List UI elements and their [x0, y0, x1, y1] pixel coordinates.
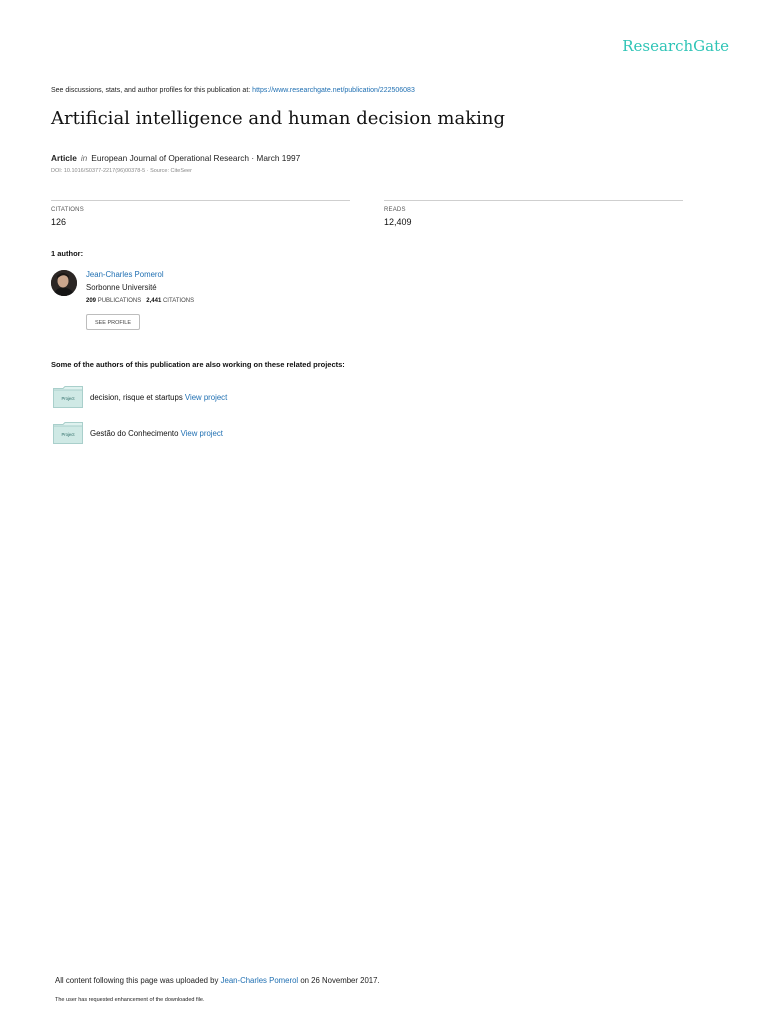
project-title [90, 429, 223, 438]
project-name: decision, risque et startups [90, 393, 185, 402]
author-institution: Sorbonne Université [86, 283, 157, 292]
discussion-text: See discussions, stats, and author profiles for this publication at: [51, 87, 253, 94]
doi-source: DOI: 10.1016/S0377-2217(96)00378-5 · Source: CiteSeer [51, 168, 192, 174]
author-name-link[interactable]: Jean-Charles Pomerol [86, 270, 164, 279]
enhancement-note: The user has requested enhancement of the downloaded file. [55, 997, 205, 1003]
in-label: in [80, 153, 88, 163]
citations-stat [51, 200, 350, 227]
reads-stat [384, 200, 683, 227]
article-type: Article [51, 153, 77, 163]
project-title [90, 393, 227, 402]
authors-heading: 1 author: [51, 249, 84, 258]
reads-value: 12,409 [384, 217, 412, 227]
view-project-link[interactable]: View project [180, 429, 223, 438]
see-profile-button[interactable]: SEE PROFILE [86, 314, 140, 330]
author-publications-label: PUBLICATIONS [97, 298, 142, 304]
author-citations-count: 2,441 [146, 298, 162, 304]
related-projects-heading: Some of the authors of this publication are also working on these related projects: [51, 360, 345, 369]
avatar-image [51, 270, 77, 296]
project-name: Gestão do Conhecimento [90, 429, 181, 438]
citations-value: 126 [51, 217, 67, 227]
uploader-link[interactable]: Jean-Charles Pomerol [220, 976, 299, 985]
view-project-link[interactable]: View project [184, 393, 228, 402]
author-citations-label: CITATIONS [162, 298, 195, 304]
author-publications-count: 209 [86, 298, 97, 304]
upload-prefix: All content following this page was uploaded by [55, 976, 221, 985]
project-folder-label: Project [61, 432, 75, 437]
upload-note [55, 976, 380, 985]
reads-label: READS [384, 207, 406, 213]
discussion-line [51, 87, 415, 94]
researchgate-logo[interactable]: ResearchGate [622, 37, 729, 55]
author-stats [86, 298, 194, 304]
project-folder-label: Project [61, 396, 75, 401]
project-folder-icon [53, 386, 83, 408]
page-title: Artificial intelligence and human decision making [51, 108, 505, 129]
upload-suffix: on 26 November 2017. [298, 976, 380, 985]
project-folder-icon [53, 422, 83, 444]
citations-label: CITATIONS [51, 207, 84, 213]
publication-url-link[interactable]: https://www.researchgate.net/publication/222506083 [252, 87, 415, 94]
journal-name: European Journal of Operational Research · March 1997 [91, 153, 301, 163]
publication-meta [51, 153, 300, 163]
avatar[interactable] [51, 270, 77, 296]
